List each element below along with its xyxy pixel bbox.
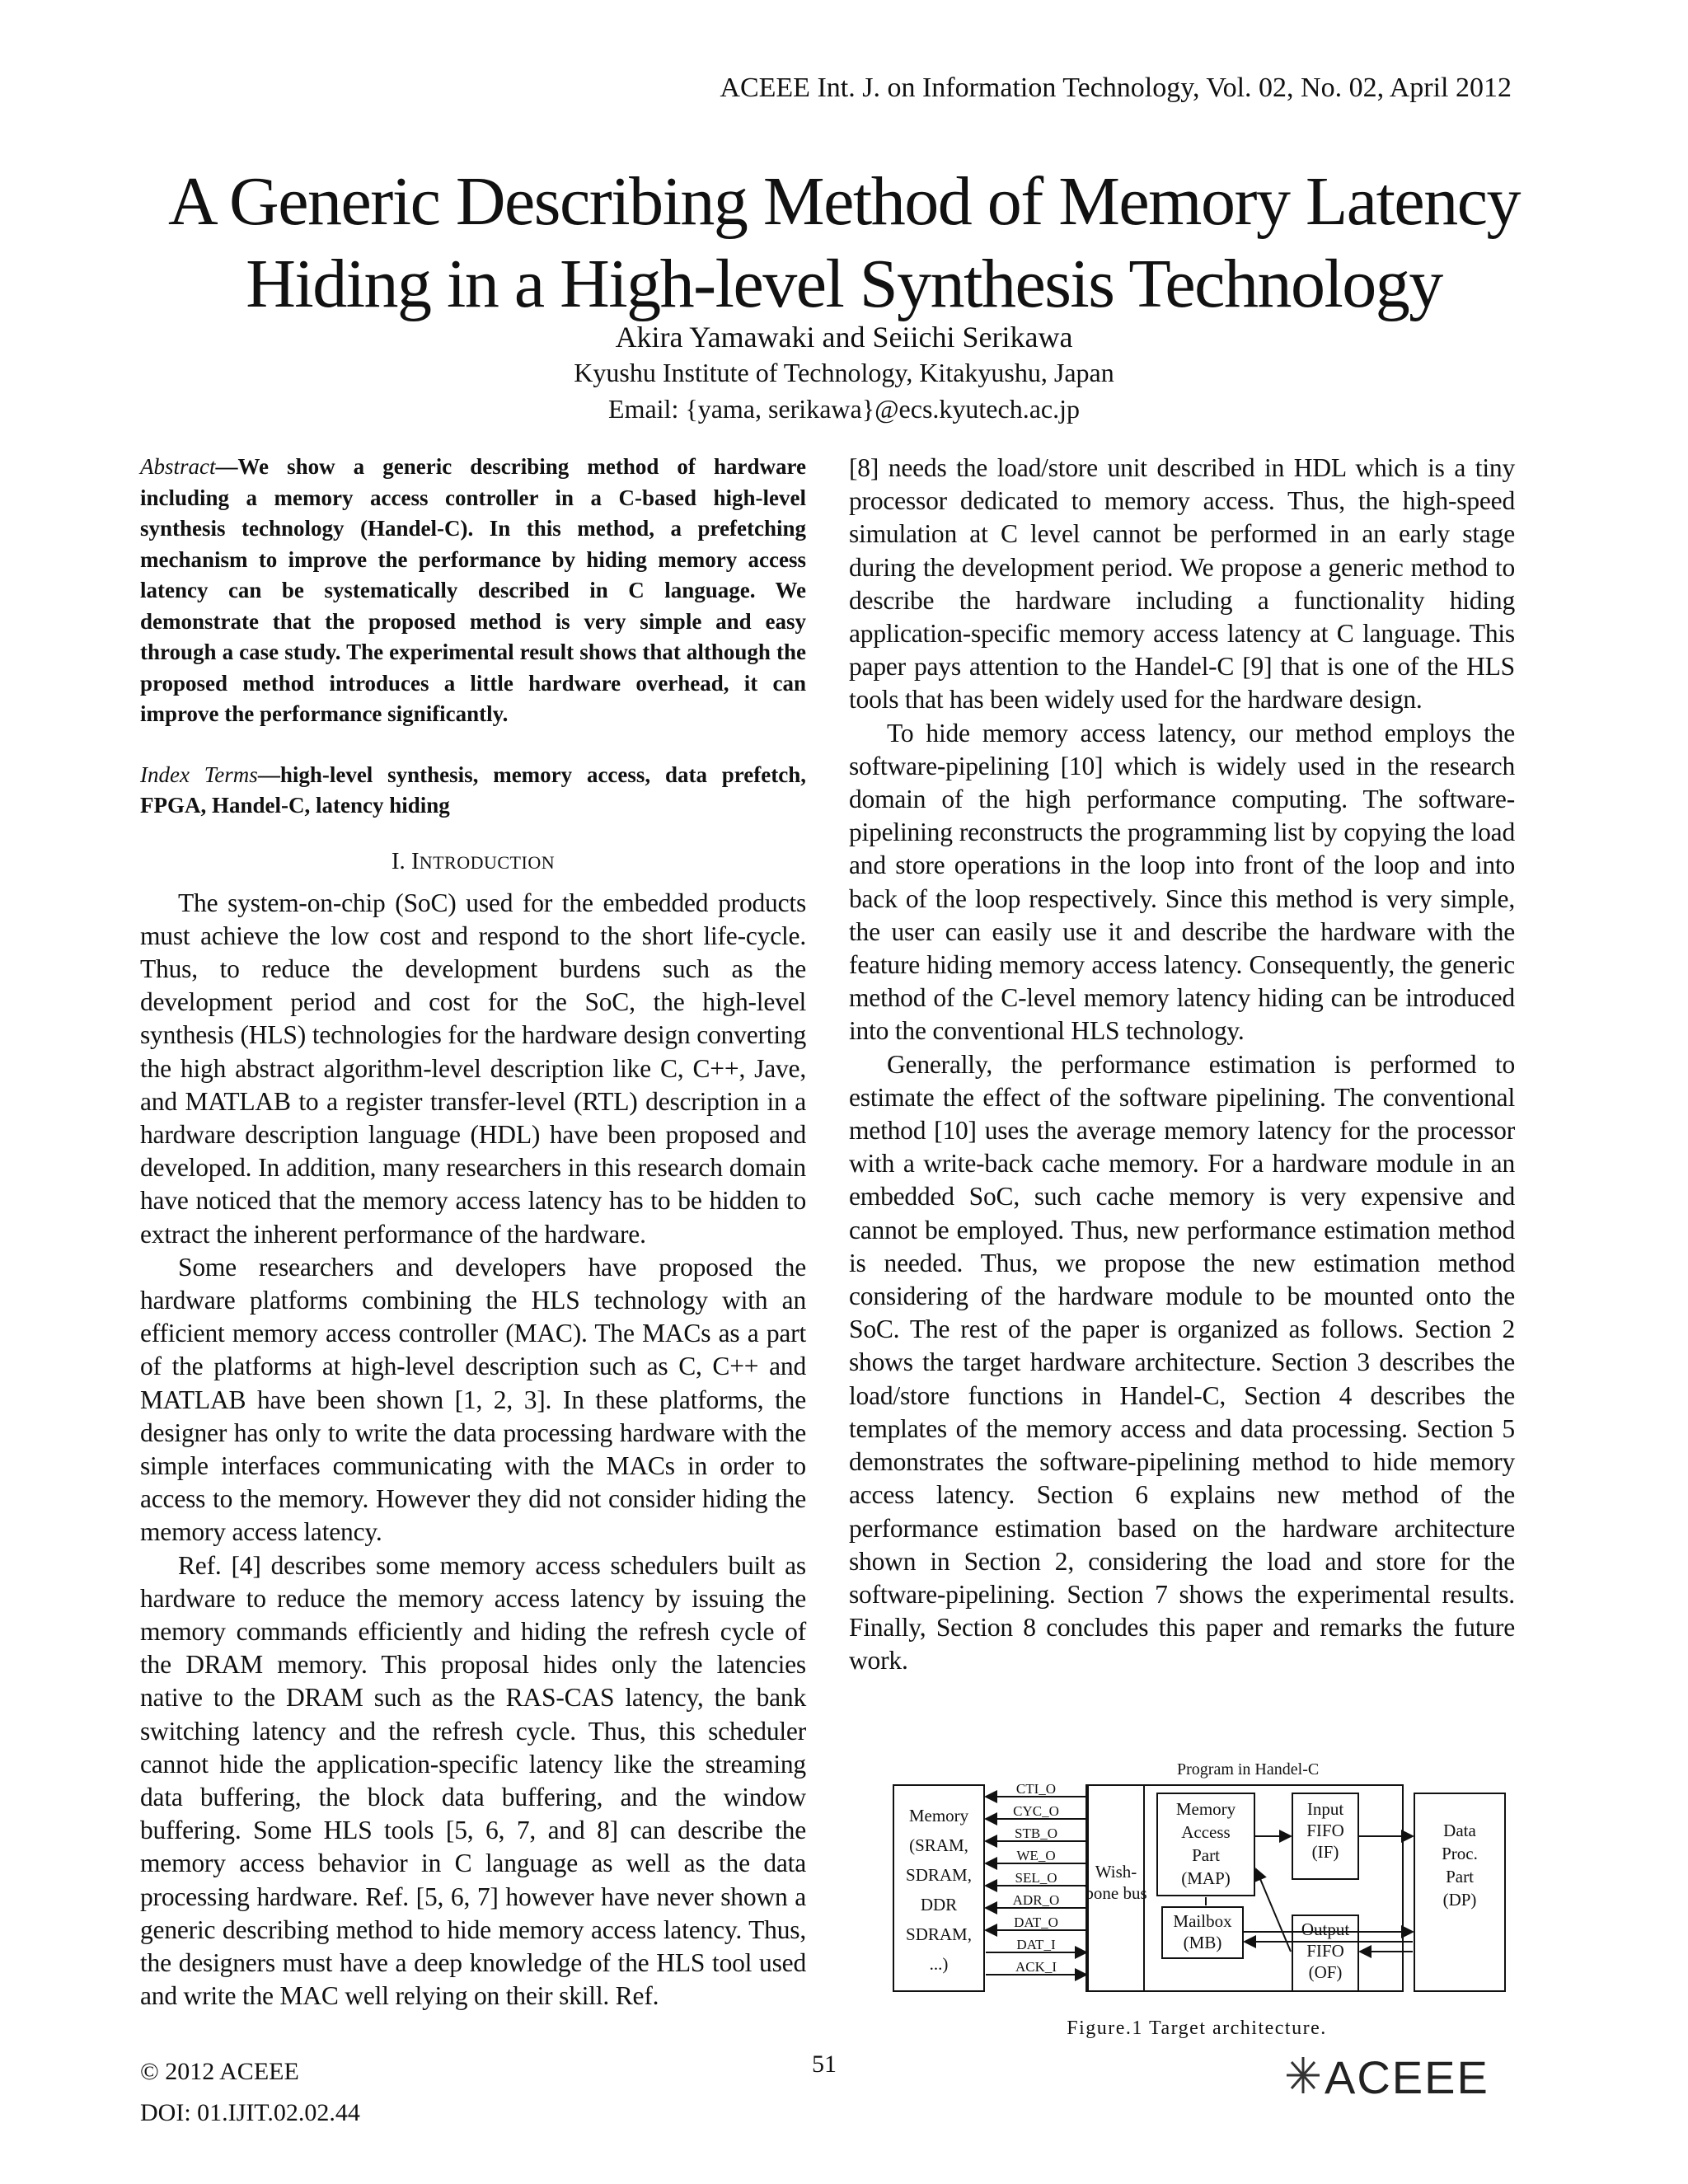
memory-label bbox=[906, 1806, 972, 1974]
paragraph: Ref. [4] describes some memory access schedulers built as hardware to reduce the memory access latency by issuing the memory commands efficiently and hiding the refresh cycle of the DRAM memory. This proposal hides only the latencies native to the DRAM such as the RAS-CAS latency, the bank switching latency and the refresh cycle. Thus, this scheduler cannot hide the application-specific latency like the streaming data buffering, the block data buffering, and the window buffering. Some HLS tools [5, 6, 7, and 8] can describe the memory access behavior in C language as well as the data processing hardware. Ref. [5, 6, 7] however have never shown a generic describing method to hide memory access latency. Thus, the designers must have a deep knowledge of the HLS tool used and write the MAC well relying on their skill. Ref. bbox=[140, 1550, 806, 2011]
mem-text-line: Memory bbox=[908, 1806, 969, 1825]
figure-target-architecture bbox=[884, 1754, 1510, 2018]
index-terms bbox=[140, 760, 806, 822]
dp-text-line: Proc. bbox=[1442, 1844, 1478, 1863]
abstract-label: Abstract bbox=[140, 454, 216, 479]
architecture-diagram bbox=[884, 1754, 1510, 2018]
mem-text-line: ...) bbox=[929, 1954, 949, 1974]
wb-text-line: Wish- bbox=[1095, 1862, 1137, 1882]
map-text-line: (MAP) bbox=[1181, 1868, 1231, 1888]
mem-text-line: (SRAM, bbox=[909, 1835, 968, 1855]
signal-label: ADR_O bbox=[1012, 1892, 1060, 1908]
if-text-line: FIFO bbox=[1306, 1821, 1344, 1840]
signal-label: ACK_I bbox=[1015, 1959, 1057, 1975]
program-label: Program in Handel-C bbox=[1177, 1760, 1320, 1779]
wb-text-line: bone bus bbox=[1085, 1883, 1147, 1903]
arrow-of-to-map bbox=[1256, 1869, 1291, 1952]
star-icon bbox=[1287, 2057, 1320, 2093]
if-text-line: Input bbox=[1306, 1799, 1344, 1819]
signal-label: WE_O bbox=[1016, 1848, 1056, 1863]
dp-text-line: Part bbox=[1446, 1867, 1474, 1886]
left-column bbox=[140, 452, 806, 2013]
paragraph: [8] needs the load/store unit described in HDL which is a tiny processor dedicated to memory access. Thus, the high-speed simulation at C level cannot be performed in an early stage during the development period. We propose a generic method to describe the hardware including a functionality hiding application-specific memory access latency at C language. This paper pays attention to the Handel-C [9] that is one of the HLS tools that has been widely used for the hardware design. bbox=[849, 453, 1515, 715]
section-title-initial: I bbox=[411, 847, 420, 874]
paper-title bbox=[0, 161, 1688, 326]
title-line-2: Hiding in a High-level Synthesis Technology bbox=[246, 246, 1442, 322]
signal-label: STB_O bbox=[1015, 1825, 1057, 1841]
paragraph: To hide memory access latency, our method employs the software-pipelining [10] which is widely used in the research domain of the high performance computing. The software-pipelining reconstructs the programming list by copying the load and store operations in the loop into front of the loop and into back of the loop respectively. Since this method is very simple, the user can easily use it and describe the hardware with the feature hiding memory access latency. Consequently, the generic method of the C-level memory latency hiding can be introduced into the conventional HLS technology. bbox=[849, 718, 1515, 1046]
map-label bbox=[1176, 1799, 1236, 1888]
mem-text-line: SDRAM, bbox=[906, 1865, 972, 1885]
index-terms-text: —high-level synthesis, memory access, data prefetch, FPGA, Handel-C, latency hiding bbox=[140, 762, 806, 818]
mb-text-line: Mailbox bbox=[1173, 1911, 1232, 1931]
of-text-line: Output bbox=[1301, 1919, 1350, 1939]
output-fifo-label bbox=[1301, 1919, 1350, 1982]
abstract bbox=[140, 452, 806, 730]
map-text-line: Access bbox=[1181, 1822, 1231, 1842]
authors: Akira Yamawaki and Seiichi Serikawa bbox=[615, 321, 1073, 354]
journal-header: ACEEE Int. J. on Information Technology, Vol. 02, No. 02, April 2012 bbox=[720, 73, 1512, 103]
map-text-line: Memory bbox=[1175, 1799, 1236, 1819]
input-fifo-label bbox=[1306, 1799, 1344, 1862]
aceee-logo bbox=[1282, 2050, 1521, 2100]
of-text-line: (OF) bbox=[1308, 1962, 1343, 1982]
data-proc-label bbox=[1442, 1821, 1478, 1910]
mem-text-line: DDR bbox=[920, 1895, 958, 1915]
email: Email: {yama, serikawa}@ecs.kyutech.ac.jp bbox=[608, 394, 1080, 424]
signal-label: DAT_O bbox=[1014, 1915, 1058, 1930]
index-terms-label: Index Terms bbox=[140, 762, 258, 787]
if-text-line: (IF) bbox=[1311, 1842, 1339, 1862]
copyright: © 2012 ACEEE bbox=[140, 2058, 299, 2085]
logo-text: ACEEE bbox=[1325, 2051, 1489, 2100]
signal-label: DAT_I bbox=[1016, 1937, 1056, 1952]
dp-text-line: (DP) bbox=[1442, 1890, 1477, 1910]
map-text-line: Part bbox=[1192, 1845, 1220, 1865]
doi: DOI: 01.IJIT.02.02.44 bbox=[140, 2099, 360, 2126]
mem-text-line: SDRAM, bbox=[906, 1924, 972, 1944]
signal-label: SEL_O bbox=[1015, 1870, 1057, 1886]
mb-text-line: (MB) bbox=[1183, 1933, 1222, 1952]
signal-lines bbox=[986, 1781, 1086, 1975]
section-number: I. bbox=[391, 847, 412, 874]
mailbox-label bbox=[1173, 1911, 1232, 1952]
of-text-line: FIFO bbox=[1306, 1941, 1344, 1961]
right-column bbox=[849, 452, 1515, 1678]
signal-label: CYC_O bbox=[1013, 1803, 1059, 1819]
wishbone-label bbox=[1085, 1862, 1146, 1903]
signal-label: CTI_O bbox=[1015, 1781, 1057, 1797]
section-heading-introduction bbox=[140, 848, 806, 875]
dp-text-line: Data bbox=[1443, 1821, 1476, 1840]
section-title-rest: NTRODUCTION bbox=[419, 851, 556, 873]
paragraph: Generally, the performance estimation is performed to estimate the effect of the software pipelining. The conventional method [10] uses the average memory latency for the processor with a write-back cache memory. For a hardware module in an embedded SoC, such cache memory is very expensive and cannot be employed. Thus, new performance estimation method is needed. Thus, we propose the new estimation method considering of the hardware module to be mounted onto the SoC. The rest of the paper is organized as follows. Section 2 shows the target hardware architecture. Section 3 describes the load/store functions in Handel-C, Section 4 describes the templates of the memory access and data processing. Section 5 demonstrates the software-pipelining method to hide memory access latency. Section 6 explains new method of the performance estimation based on the hardware architecture shown in Section 2, considering the load and store for the software-pipelining. Section 7 shows the experimental results. Finally, Section 8 concludes this paper and remarks the future work. bbox=[849, 1049, 1515, 1675]
paragraph: Some researchers and developers have proposed the hardware platforms combining the HLS technology with an efficient memory access controller (MAC). The MACs as a part of the platforms at high-level description such as C, C++ and MATLAB have been shown [1, 2, 3]. In these platforms, the designer has only to write the data processing hardware with the simple interfaces communicating with the MACs in order to access to the memory. However they did not consider hiding the memory access latency. bbox=[140, 1252, 806, 1547]
title-line-1: A Generic Describing Method of Memory Latency bbox=[168, 163, 1520, 240]
figure-caption: Figure.1 Target architecture. bbox=[1067, 2018, 1327, 2039]
affiliation: Kyushu Institute of Technology, Kitakyushu, Japan bbox=[574, 358, 1114, 387]
paragraph: The system-on-chip (SoC) used for the embedded products must achieve the low cost and respond to the short life-cycle. Thus, to reduce the development burdens such as the development period and cost for the SoC, the high-level synthesis (HLS) technologies for the hardware design converting the high abstract algorithm-level description like C, C++, Jave, and MATLAB to a register transfer-level (RTL) description in a hardware description language (HDL) have been proposed and developed. In addition, many researchers in this research domain have noticed that the memory access latency has to be hidden to extract the inherent performance of the hardware. bbox=[140, 888, 806, 1249]
abstract-text: —We show a generic describing method of hardware including a memory access controller in a C-based high-level synthesis technology (Handel-C). In this method, a prefetching mechanism to improve the performance by hiding memory access latency can be systematically described in C language. We demonstrate that the proposed method is very simple and easy through a case study. The experimental result shows that although the proposed method introduces a little hardware overhead, it can improve the performance significantly. bbox=[140, 454, 806, 726]
aceee-logo-graphic bbox=[1282, 2050, 1521, 2100]
page-number: 51 bbox=[812, 2050, 837, 2078]
